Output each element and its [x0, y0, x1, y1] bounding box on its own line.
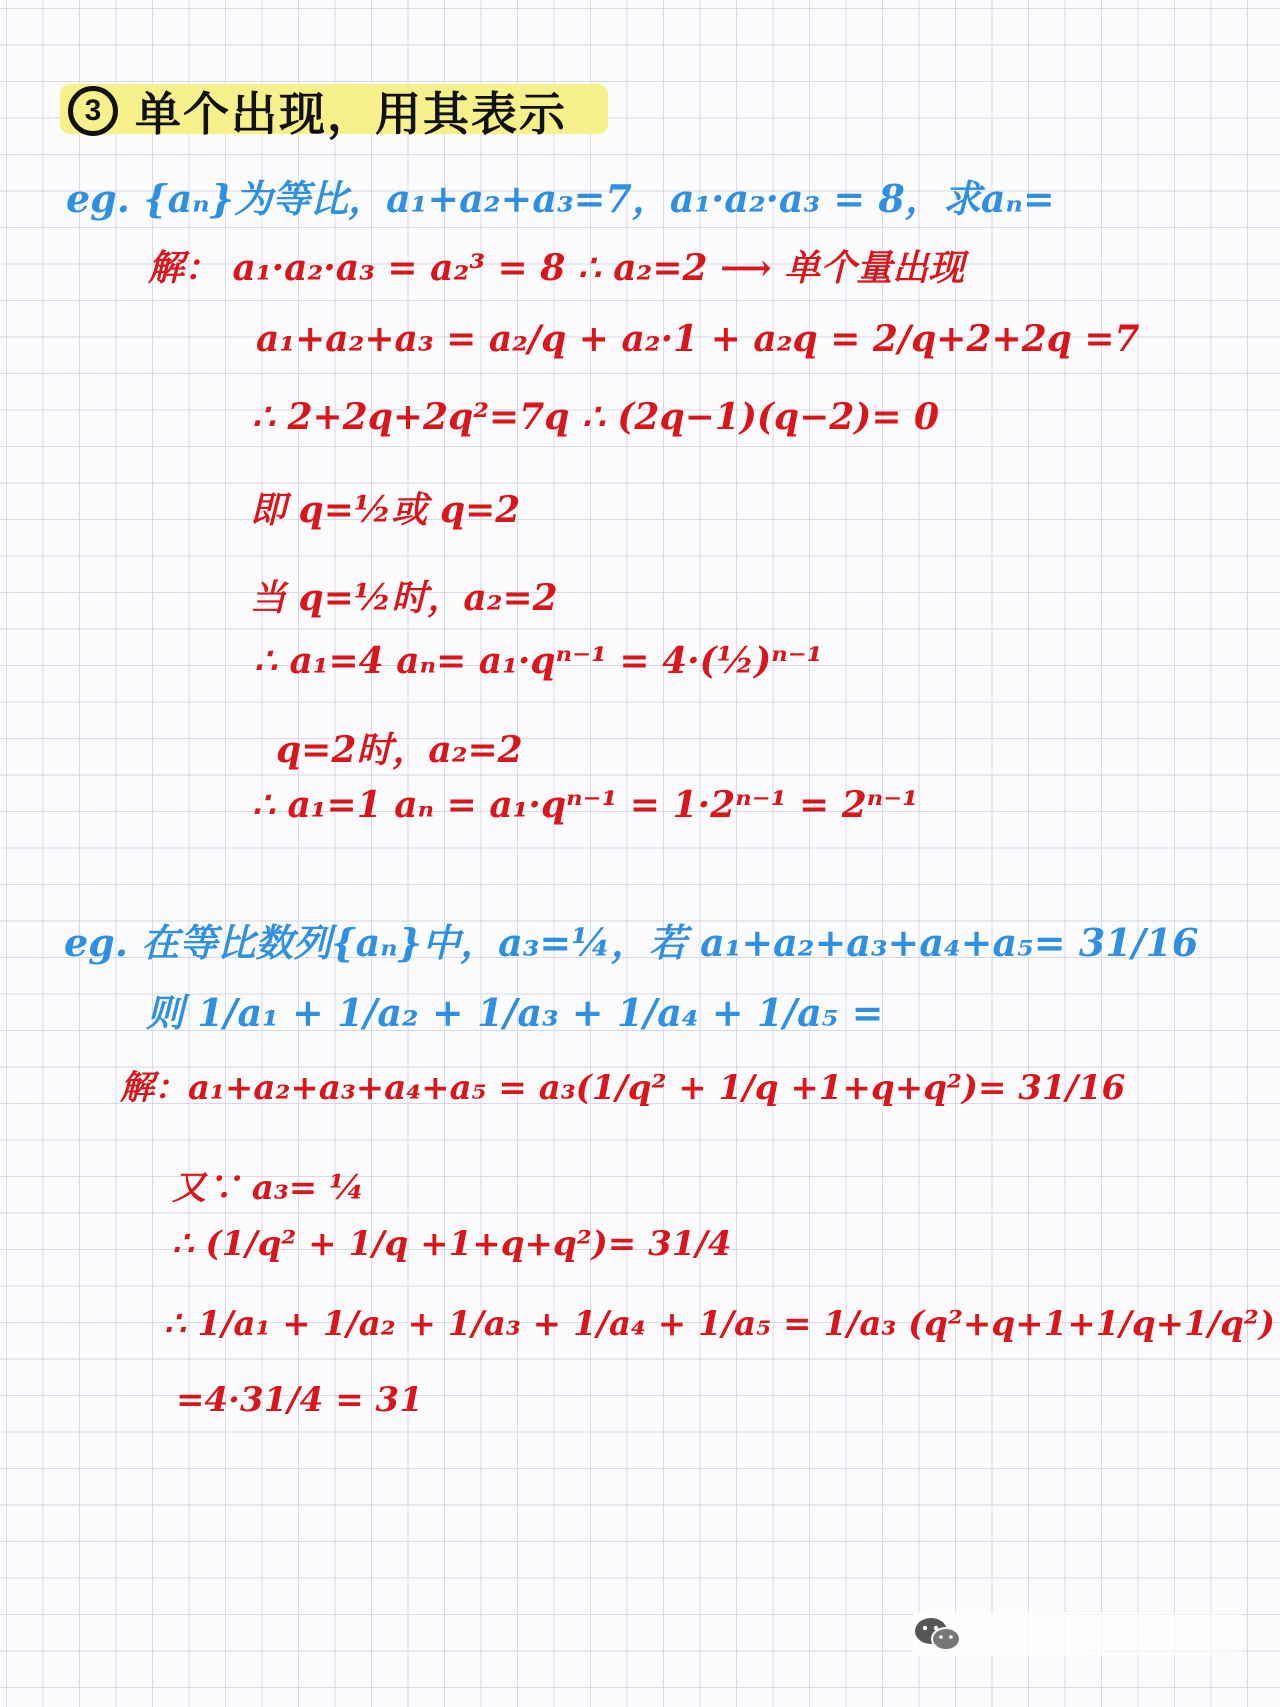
section-number-badge: 3	[68, 86, 118, 136]
example1-line-1: 解： a₁·a₂·a₃ = a₂³ = 8 ∴ a₂=2 ⟶ 单个量出现	[148, 247, 965, 289]
example2-line-4: ∴ 1/a₁ + 1/a₂ + 1/a₃ + 1/a₄ + 1/a₅ = 1/a₃ (q²+q+1+1/q+1/q²)	[164, 1304, 1275, 1344]
example1-line-5: 当 q=½时，a₂=2	[250, 577, 558, 619]
example2-line-5: =4·31/4 = 31	[176, 1380, 423, 1420]
example1-line-3: ∴ 2+2q+2q²=7q ∴ (2q−1)(q−2)= 0	[252, 396, 940, 438]
example1-line-8: ∴ a₁=1 aₙ = a₁·qⁿ⁻¹ = 1·2ⁿ⁻¹ = 2ⁿ⁻¹	[252, 784, 919, 826]
example2-line-3: ∴ (1/q² + 1/q +1+q+q²)= 31/4	[172, 1224, 732, 1264]
example1-line-4: 即 q=½或 q=2	[250, 489, 521, 531]
example2-question-line2: 则 1/a₁ + 1/a₂ + 1/a₃ + 1/a₄ + 1/a₅ =	[146, 990, 884, 1035]
section-title: 单个出现，用其表示	[135, 87, 567, 141]
example2-question: eg. 在等比数列{aₙ}中，a₃=¼，若 a₁+a₂+a₃+a₄+a₅= 31/16	[64, 920, 1199, 965]
example1-question: eg. {aₙ}为等比，a₁+a₂+a₃=7，a₁·a₂·a₃ = 8，求aₙ=	[66, 176, 1055, 221]
example1-line-6: ∴ a₁=4 aₙ= a₁·qⁿ⁻¹ = 4·(½)ⁿ⁻¹	[254, 640, 823, 682]
example2-line-1: 解：a₁+a₂+a₃+a₄+a₅ = a₃(1/q² + 1/q +1+q+q²)= 31/16	[120, 1068, 1126, 1108]
example1-line-7: q=2时，a₂=2	[276, 729, 523, 771]
wechat-icon	[912, 1614, 964, 1654]
example2-line-2: 又∵ a₃= ¼	[172, 1168, 365, 1208]
example1-line-2: a₁+a₂+a₃ = a₂/q + a₂·1 + a₂q = 2/q+2+2q =7	[256, 318, 1140, 360]
